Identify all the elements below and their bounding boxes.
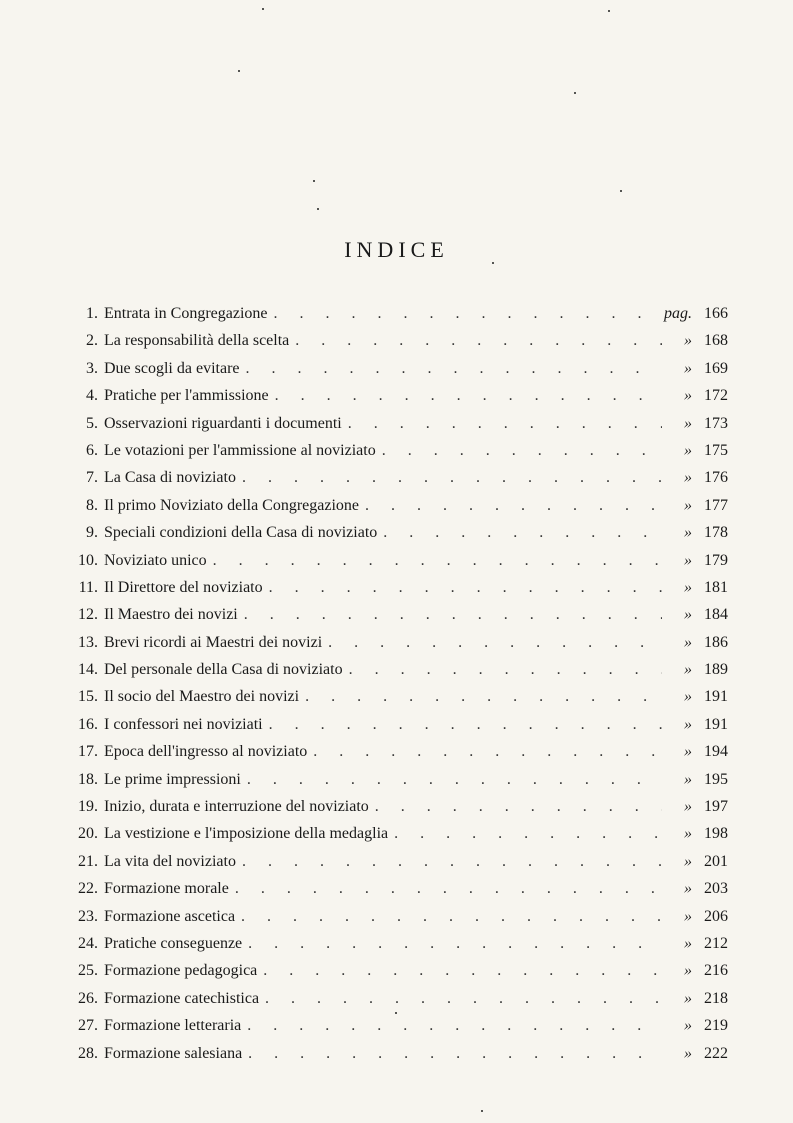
ditto-mark: »: [684, 962, 692, 980]
toc-entry-title: Speciali condizioni della Casa di noviziato: [104, 524, 378, 542]
dot-leader: [322, 634, 662, 652]
toc-entry-number: 19.: [78, 798, 98, 816]
page-title: INDICE: [344, 236, 449, 262]
toc-entry-title: Formazione catechistica: [104, 989, 260, 1007]
dot-leader: [376, 442, 662, 460]
toc-entry: [68, 716, 728, 743]
dot-leader: [241, 1017, 662, 1035]
scan-speck: [238, 70, 240, 72]
toc-entry-title: I confessori nei noviziati: [104, 715, 263, 733]
ditto-mark: »: [684, 907, 692, 925]
toc-entry: [68, 387, 728, 414]
dot-leader: [236, 469, 662, 487]
toc-entry: [68, 442, 728, 469]
toc-entry-title: Epoca dell'ingresso al noviziato: [104, 743, 308, 761]
toc-entry: [68, 497, 728, 524]
toc-entry-number: 25.: [78, 962, 98, 980]
toc-entry-title: La Casa di noviziato: [104, 469, 236, 487]
ditto-mark: »: [684, 332, 692, 350]
toc-entry: [68, 634, 728, 661]
toc-entry-page: 169: [704, 359, 728, 377]
page-label: pag.: [664, 305, 692, 322]
dot-leader: [307, 743, 662, 761]
ditto-mark: »: [684, 852, 692, 870]
toc-entry-title: La vestizione e l'imposizione della medaglia: [104, 825, 389, 843]
toc-entry-title: Osservazioni riguardanti i documenti: [104, 414, 342, 432]
toc-entry-page: 168: [704, 332, 728, 350]
toc-entry-page: 191: [704, 715, 728, 733]
toc-entry-title: Brevi ricordi ai Maestri dei novizi: [104, 633, 323, 651]
toc-entry: [68, 1045, 728, 1072]
toc-entry-title: Formazione letteraria: [104, 1017, 242, 1035]
ditto-mark: »: [684, 414, 692, 432]
dot-leader: [242, 1045, 662, 1063]
scan-speck: [313, 180, 315, 182]
toc-entry-number: 12.: [78, 606, 98, 624]
dot-leader: [359, 497, 662, 515]
dot-leader: [299, 688, 662, 706]
toc-entry: [68, 415, 728, 442]
toc-entry: [68, 1017, 728, 1044]
dot-leader: [238, 606, 662, 624]
toc-entry-page: 216: [704, 962, 728, 980]
toc-entry-number: 15.: [78, 688, 98, 706]
toc-entry-page: 177: [704, 496, 728, 514]
ditto-mark: »: [684, 387, 692, 405]
toc-entry-number: 21.: [78, 852, 98, 870]
toc-entry-title: Due scogli da evitare: [104, 359, 240, 377]
dot-leader: [241, 771, 662, 789]
scan-speck: [481, 1110, 483, 1112]
ditto-mark: »: [684, 551, 692, 569]
toc-entry-number: 22.: [78, 880, 98, 898]
ditto-mark: »: [684, 825, 692, 843]
toc-entry: [68, 579, 728, 606]
dot-leader: [235, 908, 662, 926]
dot-leader: [269, 387, 662, 405]
ditto-mark: »: [684, 770, 692, 788]
toc-entry-number: 1.: [86, 305, 98, 322]
toc-entry: [68, 771, 728, 798]
dot-leader: [229, 880, 662, 898]
toc-entry-number: 17.: [78, 743, 98, 761]
toc-entry-page: 181: [704, 578, 728, 596]
toc-entry-page: 178: [704, 524, 728, 542]
toc-entry-page: 172: [704, 387, 728, 405]
ditto-mark: »: [684, 524, 692, 542]
scan-speck: [608, 10, 610, 12]
toc-entry-title: Formazione ascetica: [104, 907, 236, 925]
dot-leader: [207, 552, 662, 570]
toc-entry-page: 197: [704, 798, 728, 816]
toc-entry-number: 14.: [78, 661, 98, 679]
toc-entry: [68, 880, 728, 907]
ditto-mark: »: [684, 496, 692, 514]
toc-entry-number: 24.: [78, 934, 98, 952]
toc-entry-number: 6.: [86, 441, 98, 459]
toc-entry-number: 20.: [78, 825, 98, 843]
ditto-mark: »: [684, 661, 692, 679]
toc-entry-number: 13.: [78, 633, 98, 651]
dot-leader: [343, 661, 662, 679]
scan-speck: [620, 190, 622, 192]
ditto-mark: »: [684, 606, 692, 624]
toc-entry-title: Il Direttore del noviziato: [104, 578, 263, 596]
dot-leader: [263, 579, 662, 597]
ditto-mark: »: [684, 798, 692, 816]
ditto-mark: »: [684, 934, 692, 952]
toc-entry-page: 175: [704, 441, 728, 459]
toc-entry-title: Formazione salesiana: [104, 1044, 243, 1062]
scan-speck: [262, 8, 264, 10]
toc-entry-number: 7.: [86, 469, 98, 487]
ditto-mark: »: [684, 989, 692, 1007]
dot-leader: [263, 716, 662, 734]
dot-leader: [257, 962, 662, 980]
ditto-mark: »: [684, 359, 692, 377]
toc-entry: [68, 688, 728, 715]
ditto-mark: »: [684, 1017, 692, 1035]
toc-entry-number: 27.: [78, 1017, 98, 1035]
toc-entry: [68, 606, 728, 633]
scan-speck: [574, 92, 576, 94]
toc-entry-title: Formazione pedagogica: [104, 962, 258, 980]
toc-entry-page: 201: [704, 852, 728, 870]
toc-entry-page: 191: [704, 688, 728, 706]
toc-entry-number: 3.: [86, 359, 98, 377]
dot-leader: [377, 524, 662, 542]
toc-entry-page: 166: [704, 305, 728, 322]
toc-entry-page: 198: [704, 825, 728, 843]
toc-entry: [68, 935, 728, 962]
dot-leader: [369, 798, 662, 816]
toc-entry: [68, 962, 728, 989]
dot-leader: [268, 305, 663, 323]
ditto-mark: »: [684, 715, 692, 733]
toc-entry-title: Del personale della Casa di noviziato: [104, 661, 343, 679]
toc-entry: [68, 990, 728, 1017]
toc-entry-number: 9.: [86, 524, 98, 542]
toc-entry-title: Pratiche conseguenze: [104, 934, 243, 952]
toc-entry-page: 222: [704, 1044, 728, 1062]
ditto-mark: »: [684, 688, 692, 706]
toc-entry-number: 26.: [78, 989, 98, 1007]
ditto-mark: »: [684, 441, 692, 459]
toc-entry-title: Le votazioni per l'ammissione al noviziato: [104, 441, 376, 459]
toc-entry-number: 2.: [86, 332, 98, 350]
toc-entry: [68, 661, 728, 688]
toc-entry-page: 206: [704, 907, 728, 925]
ditto-mark: »: [684, 578, 692, 596]
dot-leader: [342, 415, 662, 433]
table-of-contents: [68, 305, 728, 1072]
toc-entry-title: Il socio del Maestro dei novizi: [104, 688, 300, 706]
toc-entry-title: Pratiche per l'ammissione: [104, 387, 269, 405]
toc-entry-page: 173: [704, 414, 728, 432]
ditto-mark: »: [684, 880, 692, 898]
dot-leader: [236, 853, 662, 871]
dot-leader: [388, 825, 662, 843]
toc-entry-number: 4.: [86, 387, 98, 405]
toc-entry-page: 219: [704, 1017, 728, 1035]
toc-entry-title: La responsabilità della scelta: [104, 332, 290, 350]
dot-leader: [289, 332, 662, 350]
dot-leader: [242, 935, 662, 953]
toc-entry-page: 212: [704, 934, 728, 952]
toc-entry-number: 18.: [78, 770, 98, 788]
toc-entry-page: 194: [704, 743, 728, 761]
scan-speck: [317, 208, 319, 210]
toc-entry-number: 5.: [86, 414, 98, 432]
toc-entry-page: 195: [704, 770, 728, 788]
toc-entry-title: Entrata in Congregazione: [104, 305, 268, 322]
toc-entry-number: 11.: [78, 578, 98, 596]
toc-entry-number: 23.: [78, 907, 98, 925]
toc-entry-page: 218: [704, 989, 728, 1007]
toc-entry-page: 186: [704, 633, 728, 651]
toc-entry-title: Formazione morale: [104, 880, 229, 898]
toc-entry-title: Le prime impressioni: [104, 770, 241, 788]
toc-entry-number: 28.: [78, 1044, 98, 1062]
toc-entry: [68, 853, 728, 880]
toc-entry-title: Il primo Noviziato della Congregazione: [104, 496, 360, 514]
toc-entry-number: 8.: [86, 496, 98, 514]
toc-entry: [68, 332, 728, 359]
toc-entry: [68, 524, 728, 551]
ditto-mark: »: [684, 743, 692, 761]
toc-entry-title: Il Maestro dei novizi: [104, 606, 238, 624]
toc-entry-title: Noviziato unico: [104, 551, 207, 569]
toc-entry: [68, 305, 728, 332]
toc-entry-page: 179: [704, 551, 728, 569]
toc-entry-number: 10.: [78, 551, 98, 569]
ditto-mark: »: [684, 469, 692, 487]
toc-entry-page: 176: [704, 469, 728, 487]
toc-entry-page: 203: [704, 880, 728, 898]
toc-entry: [68, 743, 728, 770]
toc-entry-number: 16.: [78, 715, 98, 733]
toc-entry-page: 184: [704, 606, 728, 624]
toc-entry: [68, 798, 728, 825]
toc-entry-title: Inizio, durata e interruzione del noviziato: [104, 798, 369, 816]
toc-entry-title: La vita del noviziato: [104, 852, 236, 870]
dot-leader: [259, 990, 662, 1008]
ditto-mark: »: [684, 1044, 692, 1062]
toc-entry: [68, 908, 728, 935]
toc-entry: [68, 825, 728, 852]
toc-entry: [68, 469, 728, 496]
toc-entry: [68, 360, 728, 387]
toc-entry: [68, 552, 728, 579]
ditto-mark: »: [684, 633, 692, 651]
dot-leader: [240, 360, 663, 378]
toc-entry-page: 189: [704, 661, 728, 679]
